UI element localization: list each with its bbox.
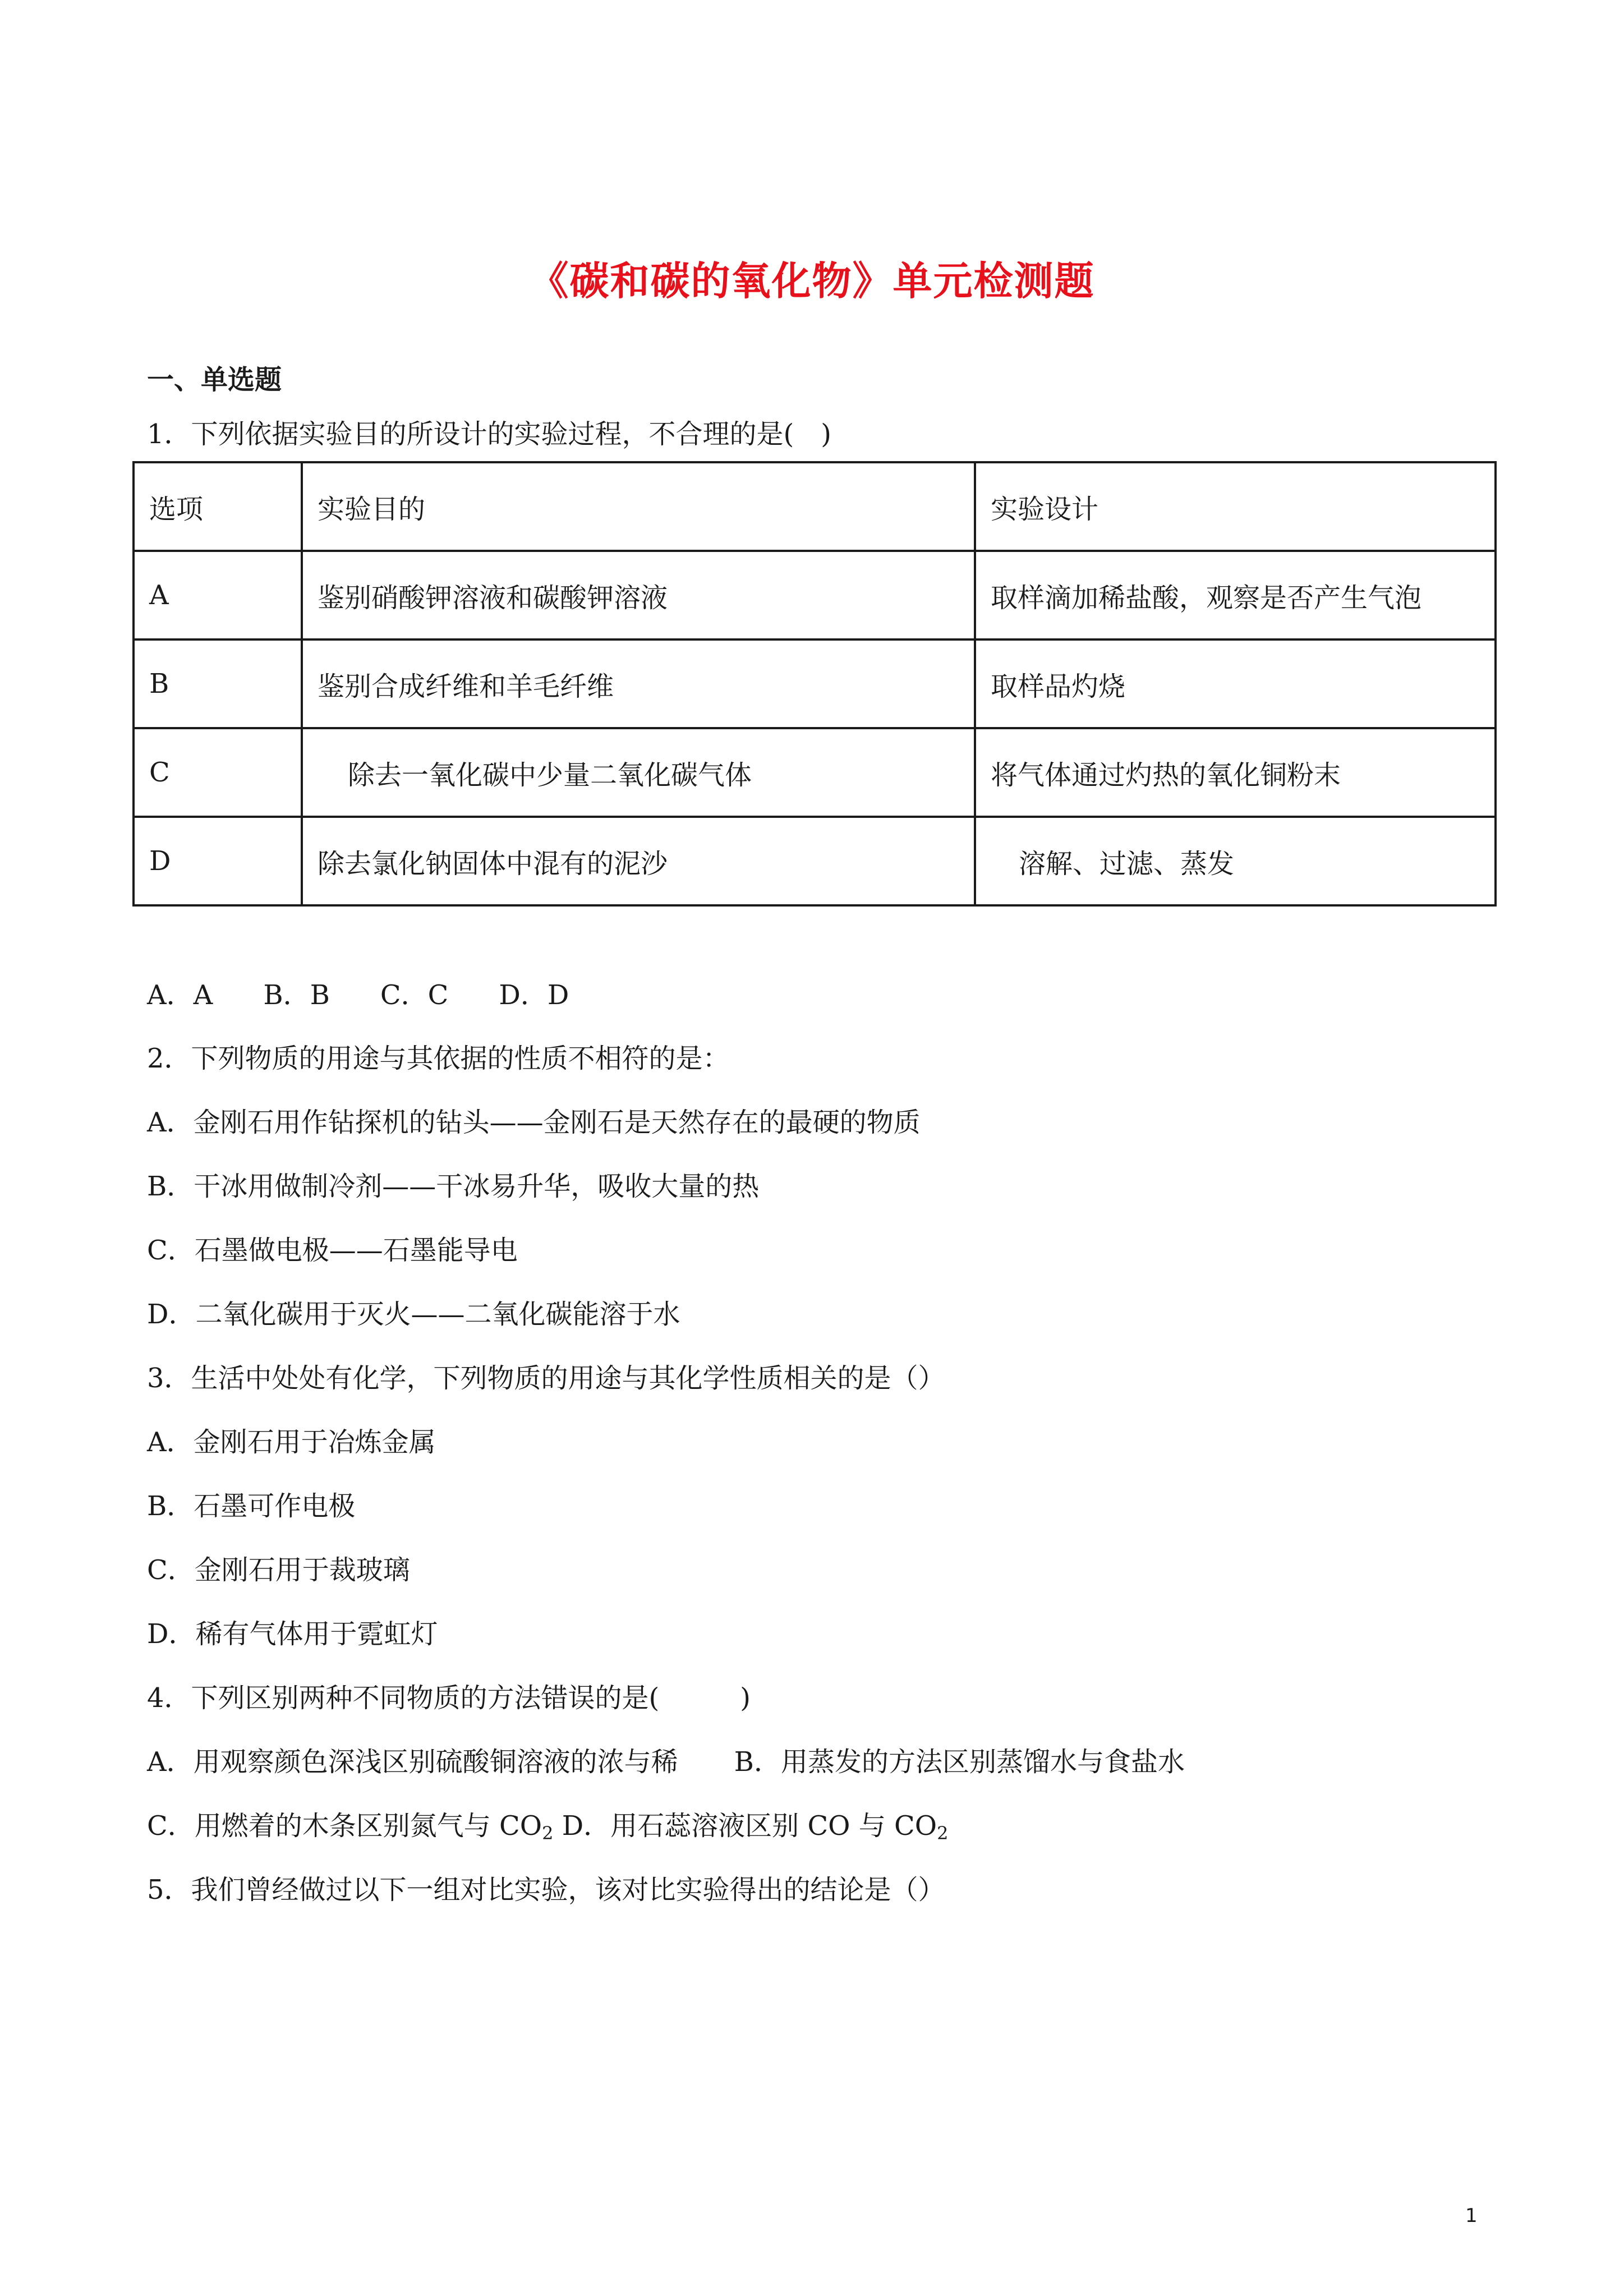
question-3-option-b: B．石墨可作电极 <box>147 1490 356 1522</box>
table-cell: C <box>134 728 302 817</box>
question-1-stem: 1．下列依据实验目的所设计的实验过程，不合理的是( ) <box>147 418 831 450</box>
table-row <box>134 728 1496 817</box>
question-4-options-ab <box>147 1740 1185 1779</box>
section-heading: 一、单选题 <box>147 364 282 395</box>
table-row <box>134 817 1496 905</box>
table-cell: 除去氯化钠固体中混有的泥沙 <box>302 817 975 905</box>
table-row <box>134 551 1496 639</box>
question-1-options <box>147 973 619 1012</box>
question-4-option-a: A．用观察颜色深浅区别硫酸铜溶液的浓与稀 <box>147 1746 678 1778</box>
table-cell: D <box>134 817 302 905</box>
table-header-cell: 实验目的 <box>302 462 975 551</box>
question-2-stem: 2．下列物质的用途与其依据的性质不相符的是： <box>147 1043 730 1074</box>
subscript-2: 2 <box>937 1823 949 1844</box>
table-cell: 除去一氧化碳中少量二氧化碳气体 <box>302 728 975 817</box>
page-number: 1 <box>1465 2205 1478 2227</box>
table-cell: 将气体通过灼热的氧化铜粉末 <box>975 728 1496 817</box>
question-2-option-d: D．二氧化碳用于灭火——二氧化碳能溶于水 <box>147 1299 680 1330</box>
question-3-option-a: A．金刚石用于冶炼金属 <box>147 1427 436 1458</box>
option-a: A．A <box>147 979 213 1011</box>
table-row <box>134 639 1496 728</box>
document-title: 《碳和碳的氧化物》单元检测题 <box>529 258 1095 304</box>
question-4-option-c: C．用燃着的木条区别氮气与 CO <box>147 1810 542 1842</box>
table-cell: A <box>134 551 302 639</box>
table-cell: 鉴别合成纤维和羊毛纤维 <box>302 639 975 728</box>
question-1-table <box>132 461 1497 907</box>
question-5-stem: 5．我们曾经做过以下一组对比实验，该对比实验得出的结论是（） <box>147 1874 945 1906</box>
table-cell: B <box>134 639 302 728</box>
table-cell: 取样滴加稀盐酸，观察是否产生气泡 <box>975 551 1496 639</box>
option-d: D．D <box>499 979 569 1011</box>
subscript-2: 2 <box>542 1823 554 1844</box>
question-3-option-d: D．稀有气体用于霓虹灯 <box>147 1618 438 1650</box>
question-3-stem: 3．生活中处处有化学，下列物质的用途与其化学性质相关的是（） <box>147 1363 945 1394</box>
question-2-option-b: B．干冰用做制冷剂——干冰易升华，吸收大量的热 <box>147 1171 760 1202</box>
question-3-option-c: C．金刚石用于裁玻璃 <box>147 1554 410 1586</box>
table-header-cell: 实验设计 <box>975 462 1496 551</box>
question-4-option-d: D．用石蕊溶液区别 CO 与 CO <box>553 1810 937 1842</box>
question-2-option-a: A．金刚石用作钻探机的钻头——金刚石是天然存在的最硬的物质 <box>147 1107 921 1138</box>
table-cell: 鉴别硝酸钾溶液和碳酸钾溶液 <box>302 551 975 639</box>
option-b: B．B <box>263 979 330 1011</box>
question-2-option-c: C．石墨做电极——石墨能导电 <box>147 1235 518 1266</box>
table-header-cell: 选项 <box>134 462 302 551</box>
table-header-row <box>134 462 1496 551</box>
table-cell: 溶解、过滤、蒸发 <box>975 817 1496 905</box>
question-4-option-b: B．用蒸发的方法区别蒸馏水与食盐水 <box>734 1746 1185 1778</box>
option-c: C．C <box>380 979 449 1011</box>
question-4-stem: 4．下列区别两种不同物质的方法错误的是( ) <box>147 1682 751 1714</box>
table-cell: 取样品灼烧 <box>975 639 1496 728</box>
question-4-options-cd <box>147 1804 948 1844</box>
